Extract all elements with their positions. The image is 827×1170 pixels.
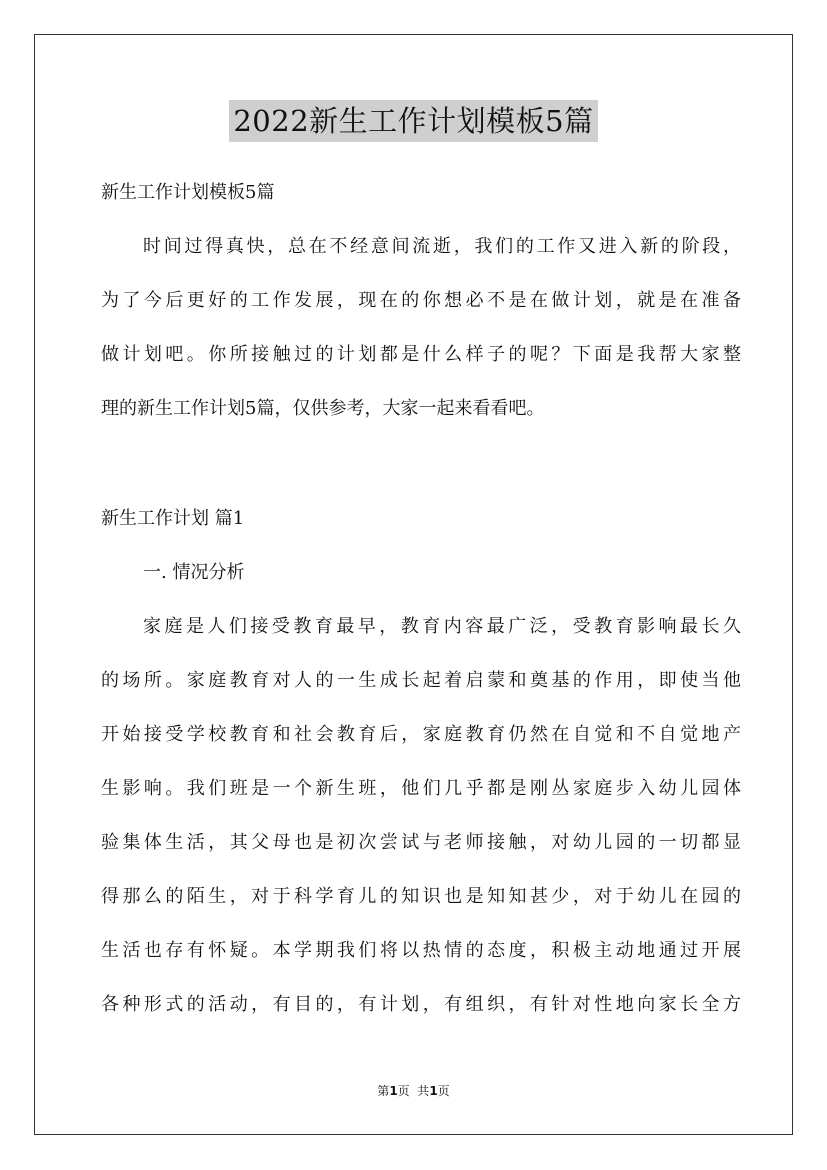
title-container [0,100,827,142]
body-line-3: 开始接受学校教育和社会教育后，家庭教育仍然在自觉和不自觉地产 [101,724,741,745]
body-line-6: 得那么的陌生，对于科学育儿的知识也是知知甚少，对于幼儿在园的 [101,886,741,907]
intro-line-3: 做计划吧。你所接触过的计划都是什么样子的呢？下面是我帮大家整 [101,344,741,365]
body-line-7: 生活也存有怀疑。本学期我们将以热情的态度，积极主动地通过开展 [101,940,741,961]
document-title: 2022新生工作计划模板5篇 [229,100,597,142]
intro-line-2: 为了今后更好的工作发展，现在的你想必不是在做计划，就是在准备 [101,290,741,311]
footer-prefix: 第 [377,1084,390,1098]
intro-line-1: 时间过得真快，总在不经意间流逝，我们的工作又进入新的阶段， [143,236,741,257]
footer-page-total: 1 [429,1084,438,1098]
document-subtitle: 新生工作计划模板5篇 [101,182,275,203]
intro-line-4: 理的新生工作计划5篇，仅供参考，大家一起来看看吧。 [101,398,545,419]
body-line-5: 验集体生活，其父母也是初次尝试与老师接触，对幼儿园的一切都显 [101,832,741,853]
body-line-1: 家庭是人们接受教育最早，教育内容最广泛，受教育影响最长久 [143,616,741,637]
section-heading: 新生工作计划 篇1 [101,508,245,529]
footer-mid: 页 共 [397,1084,430,1098]
footer-suffix: 页 [437,1084,450,1098]
page-footer [0,1083,827,1099]
body-line-4: 生影响。我们班是一个新生班，他们几乎都是刚丛家庭步入幼儿园体 [101,778,741,799]
body-line-8: 各种形式的活动，有目的，有计划，有组织，有针对性地向家长全方 [101,994,741,1015]
sub-heading: 一. 情况分析 [143,562,245,583]
body-line-2: 的场所。家庭教育对人的一生成长起着启蒙和奠基的作用，即使当他 [101,670,741,691]
footer-page-current: 1 [389,1084,398,1098]
